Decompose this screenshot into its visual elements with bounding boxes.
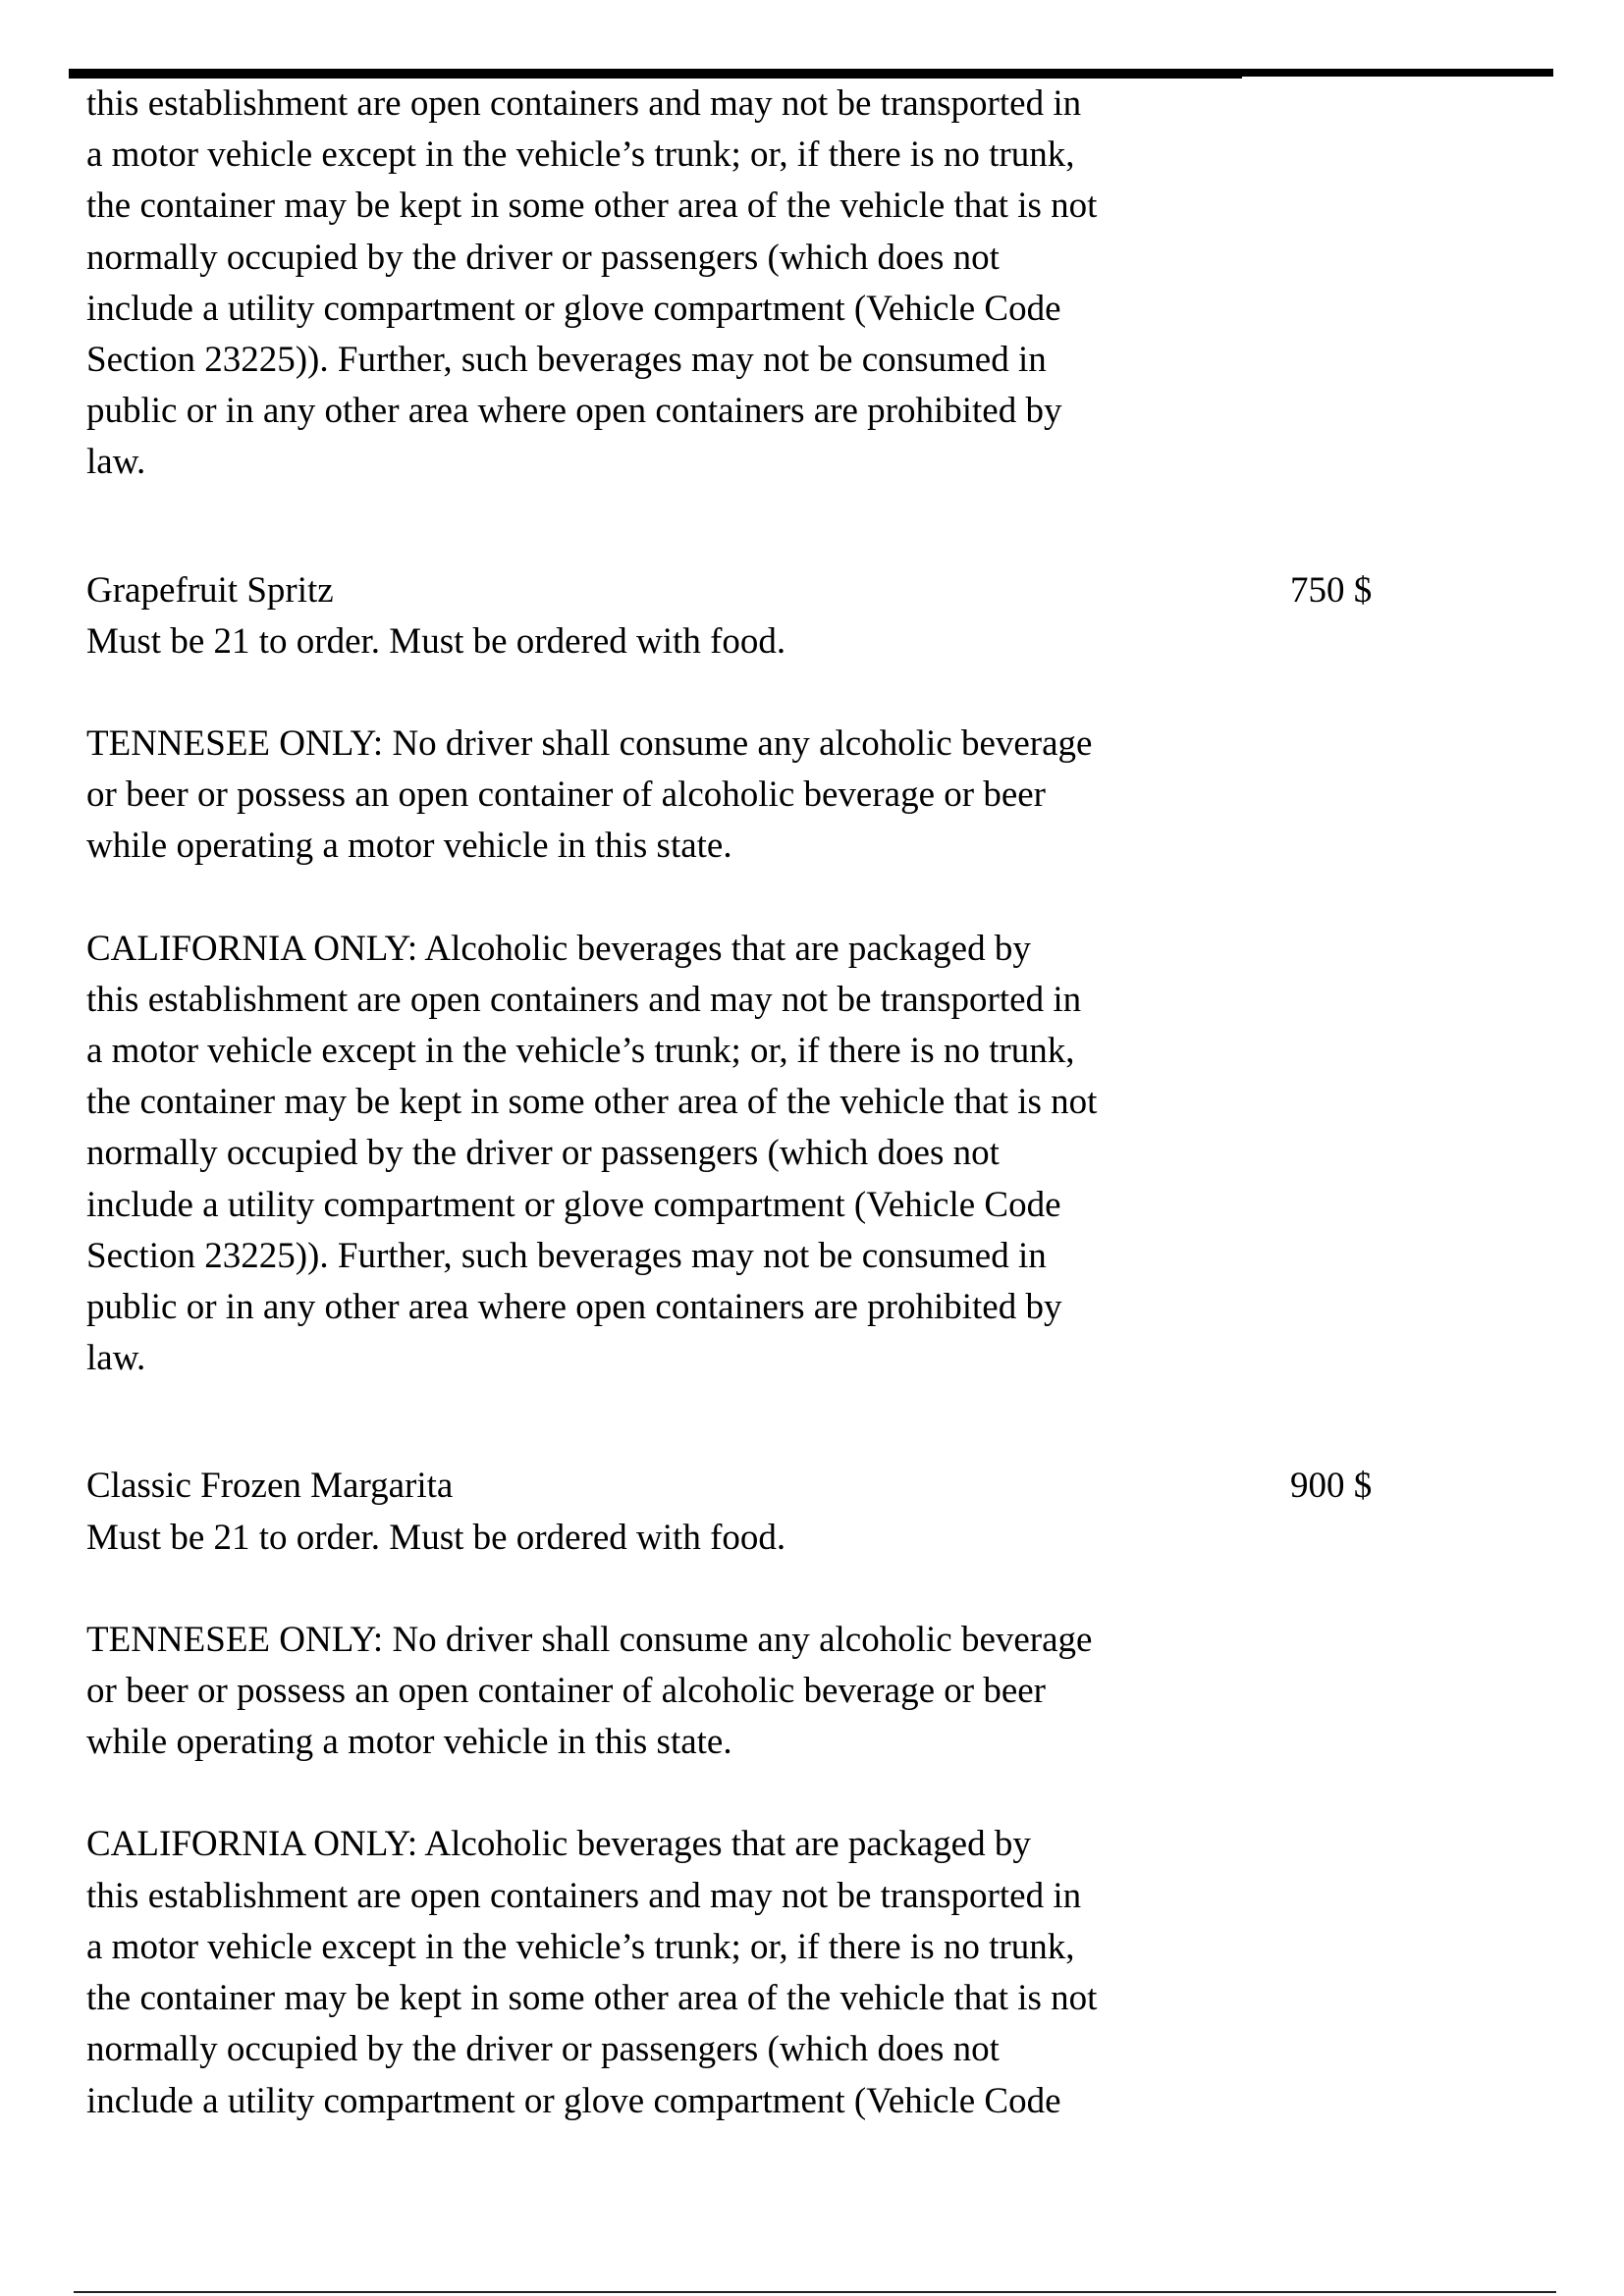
item-price: 900 $: [1290, 1466, 1373, 1507]
disclaimer-continuation: this establishment are open containers and may not be transported in a motor vehicle except in the vehicle’s trunk; or, if there is no trunk, the container may be kept in some other area of the vehicle that is not normally occupied by the driver or passengers (which does not include a utility compartment or glove compartment (Vehicle Code Section 23225)). Further, such beverages may not be consumed in public or in any other area where open containers are prohibited by law.: [86, 83, 1098, 483]
item-note: Must be 21 to order. Must be ordered with food.: [86, 1517, 786, 1558]
tennessee-disclaimer: TENNESEE ONLY: No driver shall consume any alcoholic beverage or beer or possess an open container of alcoholic beverage or beer while operating a motor vehicle in this state.: [86, 1619, 1093, 1763]
item-note: Must be 21 to order. Must be ordered with food.: [86, 620, 786, 662]
california-disclaimer: CALIFORNIA ONLY: Alcoholic beverages that are packaged by this establishment are open containers and may not be transported in a motor vehicle except in the vehicle’s trunk; or, if there is no trunk, the container may be kept in some other area of the vehicle that is not normally occupied by the driver or passengers (which does not include a utility compartment or glove compartment (Vehicle Code Section 23225)). Further, such beverages may not be consumed in public or in any other area where open containers are prohibited by law.: [86, 928, 1098, 1379]
item-price: 750 $: [1290, 569, 1373, 611]
california-disclaimer: CALIFORNIA ONLY: Alcoholic beverages that are packaged by this establishment are open containers and may not be transported in a motor vehicle except in the vehicle’s trunk; or, if there is no trunk, the container may be kept in some other area of the vehicle that is not normally occupied by the driver or passengers (which does not include a utility compartment or glove compartment (Vehicle Code: [86, 1824, 1098, 2121]
item-name: Grapefruit Spritz: [86, 569, 334, 611]
menu-item: [86, 565, 1530, 1385]
bottom-rule: [74, 2291, 1556, 2293]
tennessee-disclaimer: TENNESEE ONLY: No driver shall consume any alcoholic beverage or beer or possess an open container of alcoholic beverage or beer while operating a motor vehicle in this state.: [86, 723, 1093, 867]
menu-page: [86, 79, 1530, 2127]
item-name: Classic Frozen Margarita: [86, 1466, 454, 1507]
menu-item: [86, 1461, 1530, 2126]
